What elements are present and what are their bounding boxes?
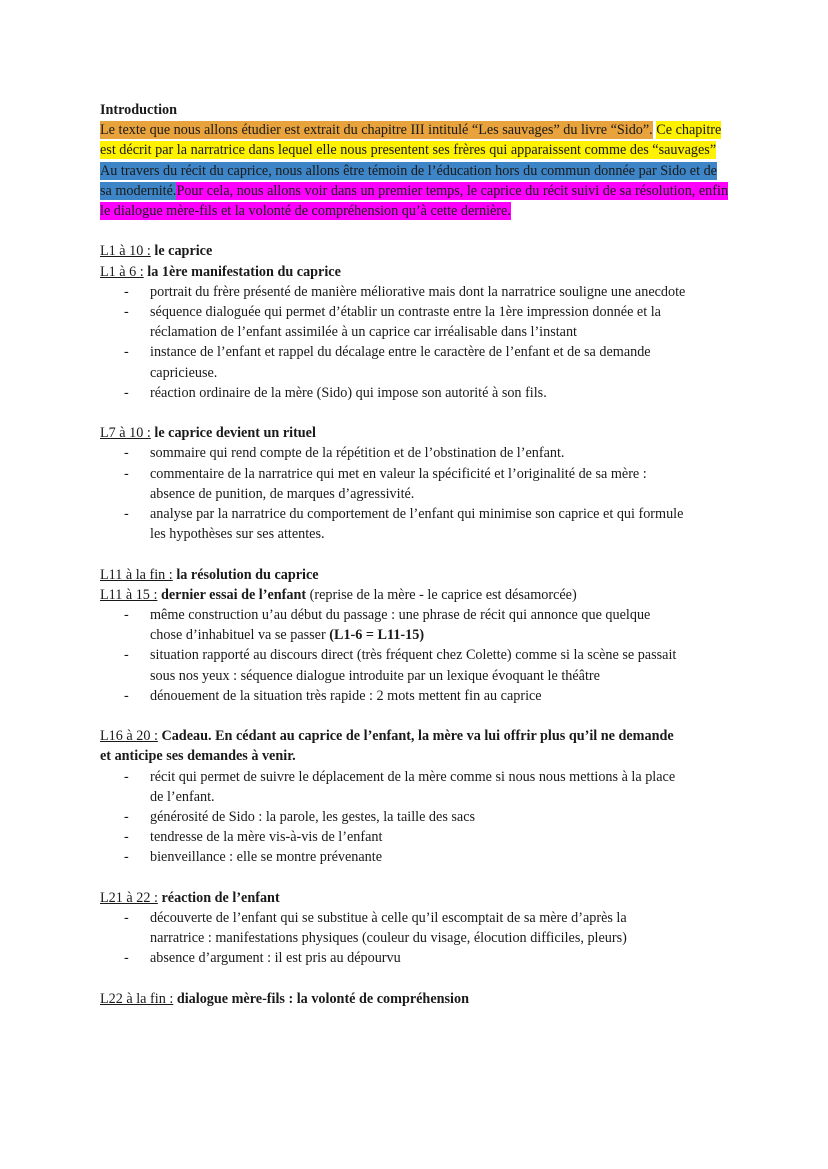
highlight-magenta: [100, 182, 728, 220]
subsection-title: dernier essai de l’enfant: [160, 586, 307, 603]
item-text: générosité de Sido : la parole, les gestes, la taille des sacs: [150, 809, 476, 826]
list-item: [100, 302, 732, 322]
subsection-note: (reprise de la mère - le caprice est désamorcée): [309, 586, 577, 603]
list-item-continuation: [100, 625, 732, 645]
subsection-heading: [100, 888, 732, 908]
intro-s2b: chapitre est décrit par la narratrice dans lequel elle nous presentent ses frères qui apparaissent comme: [100, 122, 722, 159]
intro-s3a: Au travers du récit du caprice, nous allons être témoin de l’éducation hors du commun: [100, 162, 591, 179]
intro-paragraph: [100, 120, 732, 221]
section-heading: [100, 565, 732, 585]
intro-s3b: donnée par Sido et de sa modernité.: [100, 162, 717, 199]
section-title: la résolution du caprice: [176, 566, 319, 583]
list-item-continuation: [100, 928, 732, 948]
item-text: de l’enfant.: [150, 788, 215, 805]
section-heading: [100, 241, 732, 261]
subsection-heading: [100, 423, 732, 443]
line-ref: L11 à la fin :: [100, 566, 173, 583]
item-text: bienveillance : elle se montre prévenante: [150, 849, 383, 866]
bullet-dash: -: [124, 647, 129, 664]
item-text: réaction ordinaire de la mère (Sido) qui impose son autorité à son fils.: [150, 384, 547, 401]
intro-s4c: dernière.: [460, 203, 511, 220]
intro-s2c: des “sauvages”: [629, 142, 717, 159]
item-text: commentaire de la narratrice qui met en valeur la spécificité et l’originalité de sa mère :: [150, 465, 647, 482]
item-text: absence d’argument : il est pris au dépourvu: [150, 950, 401, 967]
list-item: [100, 948, 732, 968]
list-item: [100, 342, 732, 362]
item-text: séquence dialoguée qui permet d’établir un contraste entre la 1ère impression donnée et la: [150, 304, 661, 321]
list-item: [100, 605, 732, 625]
item-text: narratrice : manifestations physiques (couleur du visage, élocution difficiles, pleurs): [150, 930, 627, 947]
subsection-heading-cont: [100, 746, 732, 766]
item-text: découverte de l’enfant qui se substitue à celle qu’il escomptait de sa mère d’après la: [150, 910, 627, 927]
subsection-heading: [100, 585, 732, 605]
item-text: les hypothèses sur ses attentes.: [150, 526, 325, 543]
bullet-dash: -: [124, 445, 129, 462]
list-item-continuation: [100, 666, 732, 686]
list-item-continuation: [100, 322, 732, 342]
bullet-dash: -: [124, 304, 129, 321]
bullet-dash: -: [124, 283, 129, 300]
item-text: tendresse de la mère vis-à-vis de l’enfant: [150, 829, 383, 846]
section-title: le caprice: [154, 243, 213, 260]
bullet-dash: -: [124, 344, 129, 361]
item-text: dénouement de la situation très rapide : 2 mots mettent fin au caprice: [150, 687, 542, 704]
list-item: [100, 827, 732, 847]
item-text: récit qui permet de suivre le déplacement de la mère comme si nous nous mettions à la place: [150, 768, 676, 785]
bullet-dash: -: [124, 809, 129, 826]
list-item: [100, 504, 732, 524]
bullet-dash: -: [124, 607, 129, 624]
item-text: capricieuse.: [150, 364, 218, 381]
bullet-list: [100, 282, 732, 403]
line-ref: L1 à 6 :: [100, 263, 144, 280]
list-item: [100, 686, 732, 706]
item-text-bold: (L1-6 = L11-15): [329, 627, 425, 644]
bullet-dash: -: [124, 384, 129, 401]
subsection-title: la 1ère manifestation du caprice: [147, 263, 341, 280]
bullet-dash: -: [124, 465, 129, 482]
list-item-continuation: [100, 524, 732, 544]
list-item: [100, 767, 732, 787]
subsection-heading: [100, 726, 732, 746]
line-ref: L16 à 20 :: [100, 728, 158, 745]
bullet-dash: -: [124, 687, 129, 704]
bullet-list: [100, 908, 732, 969]
item-text: portrait du frère présenté de manière méliorative mais dont la narratrice souligne une anecdote: [150, 283, 686, 300]
subsection-title: le caprice devient un rituel: [154, 425, 316, 442]
bullet-dash: -: [124, 849, 129, 866]
item-text: absence de punition, de marques d’agressivité.: [150, 485, 415, 502]
line-ref: L1 à 10 :: [100, 243, 151, 260]
list-item-continuation: [100, 787, 732, 807]
section-title: dialogue mère-fils : la volonté de compréhension: [176, 990, 469, 1007]
list-item: [100, 443, 732, 463]
item-text: situation rapporté au discours direct (très fréquent chez Colette) comme si la scène se passait: [150, 647, 677, 664]
intro-s4b: récit suivi de sa résolution, enfin le dialogue mère-fils et la volonté de compréhension qu’à cette: [100, 182, 729, 220]
item-text: instance de l’enfant et rappel du décalage entre le caractère de l’enfant et de sa demande: [150, 344, 651, 361]
bullet-list: [100, 767, 732, 868]
subsection-heading: [100, 262, 732, 282]
line-ref: L7 à 10 :: [100, 425, 151, 442]
subsection-title: Cadeau. En cédant au caprice de l’enfant, la mère va lui offrir plus qu’il ne demande: [161, 728, 674, 745]
bullet-dash: -: [124, 910, 129, 927]
item-text: sommaire qui rend compte de la répétition et de l’obstination de l’enfant.: [150, 445, 565, 462]
list-item: [100, 847, 732, 867]
section-heading: [100, 989, 732, 1009]
subsection-title: réaction de l’enfant: [161, 889, 280, 906]
bullet-dash: -: [124, 950, 129, 967]
item-text: réclamation de l’enfant assimilée à un caprice car irréalisable dans l’instant: [150, 324, 578, 341]
list-item: [100, 282, 732, 302]
list-item: [100, 464, 732, 484]
item-text: même construction u’au début du passage : une phrase de récit qui annonce que quelque: [150, 607, 651, 624]
bullet-list: [100, 443, 732, 544]
item-text: sous nos yeux : séquence dialogue introduite par un lexique évoquant le théâtre: [150, 667, 600, 684]
bullet-dash: -: [124, 506, 129, 523]
intro-s2a: Ce: [656, 122, 673, 139]
item-text: analyse par la narratrice du comportement de l’enfant qui minimise son caprice et qui formule: [150, 506, 684, 523]
intro-s4a: Pour cela, nous allons voir dans un premier temps, le caprice du: [176, 182, 540, 199]
list-item: [100, 908, 732, 928]
bullet-dash: -: [124, 829, 129, 846]
list-item-continuation: [100, 363, 732, 383]
subsection-title: et anticipe ses demandes à venir.: [100, 748, 296, 765]
list-item: [100, 383, 732, 403]
list-item: [100, 807, 732, 827]
highlight-orange: Le texte que nous allons étudier est extrait du chapitre III intitulé “Les sauvages” du livre “Sido”.: [100, 122, 653, 139]
bullet-list: [100, 605, 732, 706]
list-item-continuation: [100, 484, 732, 504]
document-body: [100, 100, 732, 1009]
line-ref: L22 à la fin :: [100, 990, 174, 1007]
list-item: [100, 645, 732, 665]
bullet-dash: -: [124, 768, 129, 785]
item-text: chose d’inhabituel va se passer: [150, 627, 326, 644]
line-ref: L11 à 15 :: [100, 586, 158, 603]
line-ref: L21 à 22 :: [100, 889, 158, 906]
intro-title: Introduction: [100, 102, 177, 118]
